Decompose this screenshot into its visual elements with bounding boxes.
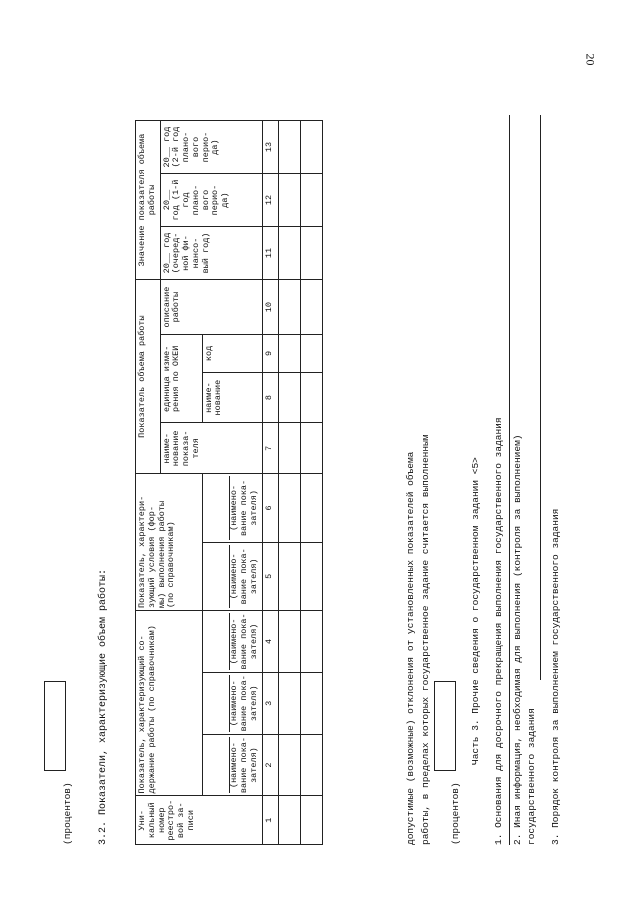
percent-label-bottom: (процентов) [450, 782, 461, 845]
empty-cell[interactable] [278, 796, 300, 845]
header-year-plan-2: 20__ год (2-й год плано- вого перио- да) [160, 121, 262, 174]
col-number: 4 [262, 611, 278, 673]
empty-cell[interactable] [278, 672, 300, 734]
col-number: 10 [262, 279, 278, 334]
header-unit-code: код [202, 335, 262, 373]
table-row [300, 121, 322, 845]
header-volume-value: Значение показателя объема работы [136, 121, 161, 280]
col-number: 5 [262, 542, 278, 610]
empty-cell[interactable] [278, 372, 300, 423]
item-2-underline [540, 115, 541, 680]
percent-label-top: (процентов) [62, 782, 73, 845]
empty-cell[interactable] [300, 372, 322, 423]
empty-cell[interactable] [300, 227, 322, 280]
header-content-name-3: (наимено- вание пока- зателя) [202, 611, 262, 673]
empty-cell[interactable] [300, 542, 322, 610]
col-number: 2 [262, 734, 278, 796]
column-numbers-row [262, 121, 278, 845]
work-volume-table [135, 120, 323, 845]
col-number: 1 [262, 796, 278, 845]
header-unique-number: Уни- кальный номер реестро- вой за- писи [136, 796, 263, 845]
empty-cell[interactable] [300, 279, 322, 334]
rotated-page-content [60, 85, 561, 845]
header-year-current: 20__ год (очеред- ной фи- нансо- вый год) [160, 227, 262, 280]
header-content-indicator: Показатель, характеризующий со- держание работы (по справочникам) [136, 611, 203, 796]
empty-cell[interactable] [278, 542, 300, 610]
col-number: 8 [262, 372, 278, 423]
col-number: 11 [262, 227, 278, 280]
section-title: 3.2. Показатели, характеризующие объем работы: [98, 568, 109, 845]
deviation-paragraph-line-2: работы, в пределах которых государственное задание считается выполненным [420, 434, 431, 845]
empty-cell[interactable] [300, 796, 322, 845]
page-number: 20 [583, 53, 598, 66]
col-number: 3 [262, 672, 278, 734]
empty-cell[interactable] [300, 121, 322, 174]
empty-cell[interactable] [300, 672, 322, 734]
header-year-plan-1: 20__ год (1-й год плано- вого перио- да) [160, 174, 262, 227]
empty-cell[interactable] [278, 279, 300, 334]
deviation-paragraph-line-1: допустимые (возможные) отклонения от установленных показателей объема [405, 451, 416, 845]
item-3-control-procedure: 3. Порядок контроля за выполнением государственного задания [550, 508, 561, 845]
empty-cell[interactable] [278, 174, 300, 227]
table-row [278, 121, 300, 845]
empty-cell[interactable] [300, 174, 322, 227]
header-unit-okei: единица изме- рения по ОКЕИ [160, 335, 202, 423]
empty-cell[interactable] [278, 423, 300, 474]
percent-input-box-bottom[interactable] [434, 681, 456, 771]
col-number: 9 [262, 335, 278, 373]
empty-cell[interactable] [300, 734, 322, 796]
header-conditions-indicator: Показатель, характери- зующий условия (фор- мы) выполнения работы (по справочникам) [136, 474, 203, 611]
empty-cell[interactable] [300, 474, 322, 542]
col-number: 6 [262, 474, 278, 542]
item-2-other-info-line-2: государственного задания [526, 708, 537, 845]
col-number: 7 [262, 423, 278, 474]
header-content-name-1: (наимено- вание пока- зателя) [202, 734, 262, 796]
empty-cell[interactable] [300, 611, 322, 673]
empty-cell[interactable] [278, 227, 300, 280]
empty-cell[interactable] [278, 611, 300, 673]
item-1-early-termination: 1. Основания для досрочного прекращения выполнения государственного задания [493, 417, 504, 845]
col-number: 12 [262, 174, 278, 227]
item-2-other-info-line-1: 2. Иная информация, необходимая для выполнения (контроля за выполнением) [512, 434, 523, 845]
empty-cell[interactable] [300, 423, 322, 474]
empty-cell[interactable] [300, 335, 322, 373]
empty-cell[interactable] [278, 335, 300, 373]
col-number: 13 [262, 121, 278, 174]
part3-title: Часть 3. Прочие сведения о государственном задании <5> [470, 457, 481, 765]
header-condition-name-1: (наимено- вание пока- зателя) [202, 542, 262, 610]
item-1-underline [509, 115, 510, 845]
header-unit-name: наиме- нование [202, 372, 262, 423]
header-content-name-2: (наимено- вание пока- зателя) [202, 672, 262, 734]
percent-input-box-top[interactable] [44, 681, 66, 771]
empty-cell[interactable] [278, 121, 300, 174]
header-indicator-name: наиме- нование показа- теля [160, 423, 262, 474]
empty-cell[interactable] [278, 474, 300, 542]
empty-cell[interactable] [278, 734, 300, 796]
header-condition-name-2: (наимено- вание пока- зателя) [202, 474, 262, 542]
header-volume-indicator: Показатель объема работы [136, 279, 161, 473]
header-work-description: описание работы [160, 279, 262, 334]
